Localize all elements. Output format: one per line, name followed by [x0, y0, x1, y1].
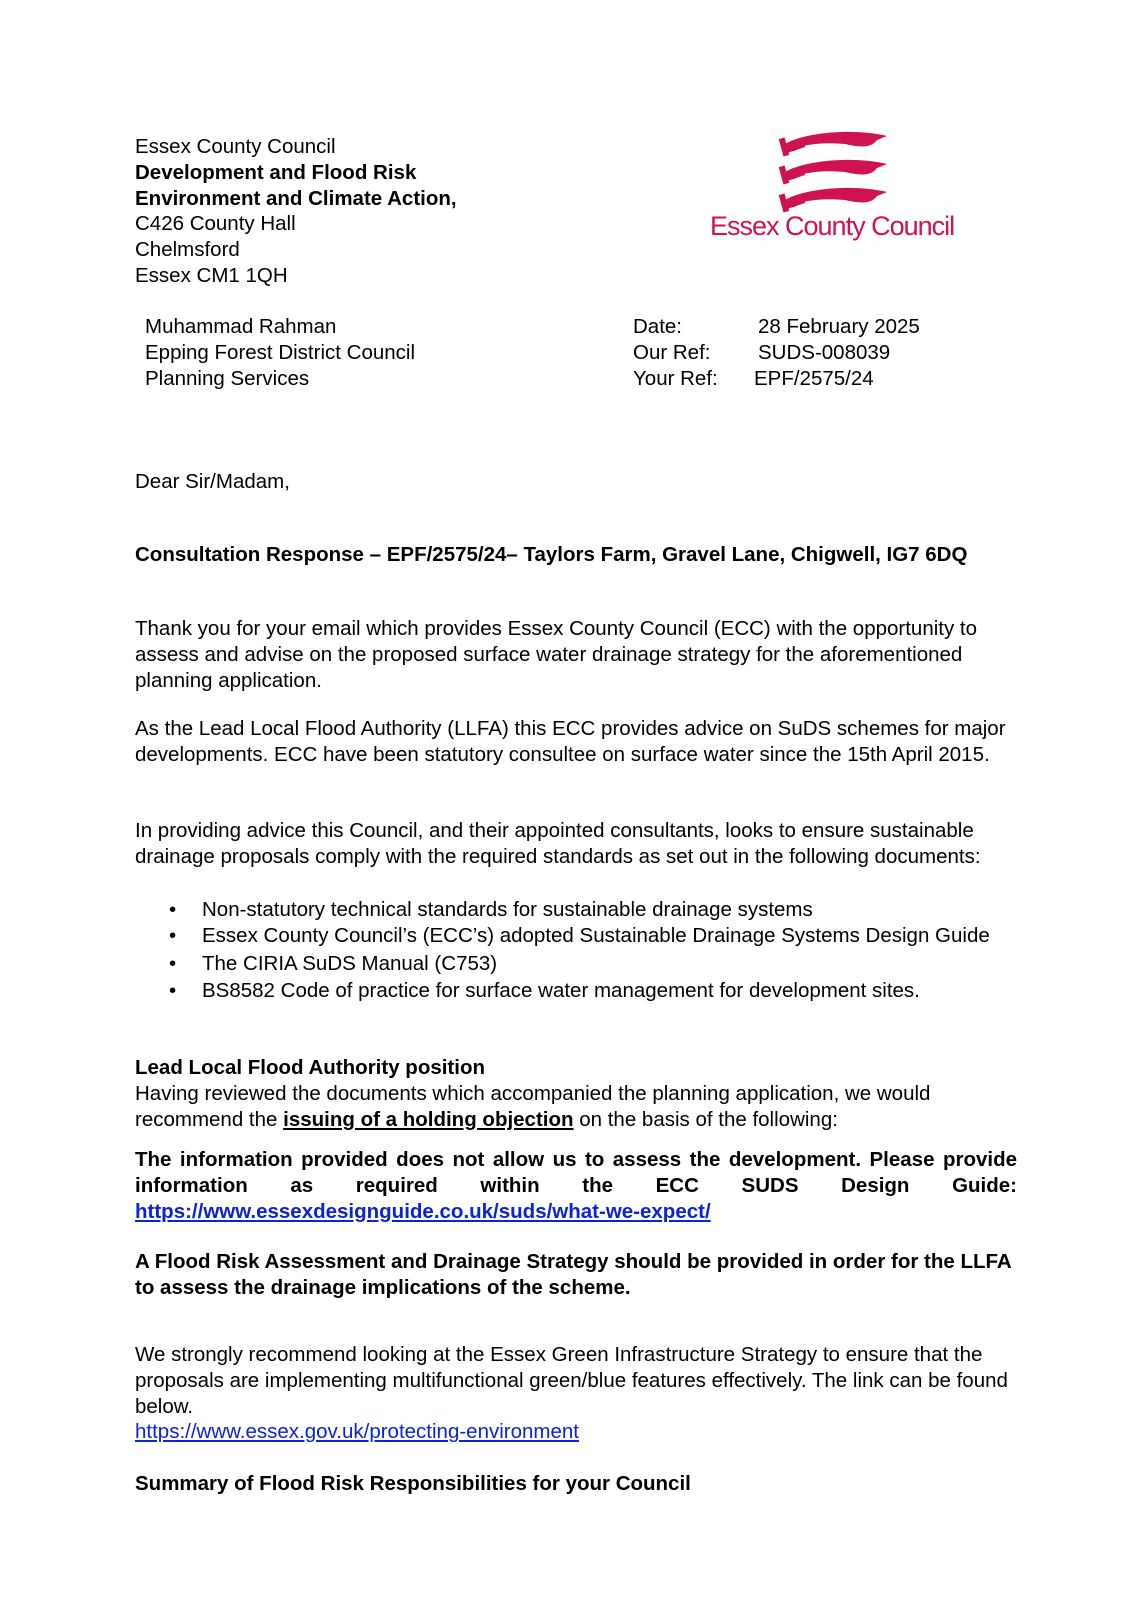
bullet-icon: • [169, 951, 177, 975]
recipient-line: Muhammad Rahman [145, 315, 337, 338]
salutation: Dear Sir/Madam, [135, 470, 290, 493]
information-text: The information provided does not allow us to assess the development. Please provide information as required within the ECC SUDS Design Guide: [135, 1148, 1017, 1197]
design-guide-link[interactable]: https://www.essexdesignguide.co.uk/suds/what-we-expect/ [135, 1199, 711, 1223]
logo-text: Essex County Council [710, 211, 955, 241]
list-item [169, 923, 1017, 949]
subject-line: Consultation Response – EPF/2575/24– Taylors Farm, Gravel Lane, Chigwell, IG7 6DQ [135, 543, 968, 566]
three-seaxes-icon [705, 122, 970, 217]
protecting-environment-link[interactable]: https://www.essex.gov.uk/protecting-environment [135, 1420, 579, 1444]
llfa-position-section [135, 1055, 1017, 1132]
sender-line: C426 County Hall [135, 212, 296, 236]
sender-line: Essex County Council [135, 135, 336, 158]
date-value: 28 February 2025 [758, 315, 920, 338]
list-item [169, 951, 1017, 977]
bullet-icon: • [169, 923, 177, 947]
standards-list [135, 897, 1017, 1004]
sender-line: Chelmsford [135, 238, 240, 262]
your-ref-label: Your Ref: [633, 366, 718, 390]
our-ref-value: SUDS-008039 [758, 340, 891, 364]
sender-line: Environment and Climate Action, [135, 186, 457, 210]
list-item-text: Non-statutory technical standards for sustainable drainage systems [202, 898, 813, 921]
list-item-text: The CIRIA SuDS Manual (C753) [202, 951, 498, 975]
position-text: on the basis of the following: [573, 1107, 838, 1131]
intro-paragraph: Thank you for your email which provides Essex County Council (ECC) with the opportunity to assess and advise on the proposed surface water drainage strategy for the aforementioned planning application. [135, 617, 978, 692]
standards-paragraph: In providing advice this Council, and their appointed consultants, looks to ensure sustainable drainage proposals comply with the required standards as set out in the following documents: [135, 819, 981, 868]
date-label: Date: [633, 315, 682, 338]
recipient-line: Epping Forest District Council [145, 340, 416, 364]
position-text: Having reviewed the documents which accompanied the planning application, we would recommend the [135, 1081, 931, 1131]
sender-line: Essex CM1 1QH [135, 263, 288, 287]
summary-heading: Summary of Flood Risk Responsibilities for your Council [135, 1472, 691, 1495]
green-infrastructure-paragraph [135, 1342, 1017, 1445]
list-item-text: Essex County Council’s (ECC’s) adopted Sustainable Drainage Systems Design Guide [202, 923, 990, 947]
list-item [169, 897, 1017, 923]
llfa-paragraph: As the Lead Local Flood Authority (LLFA) this ECC provides advice on SuDS schemes for major developments. ECC have been statutory consultee on surface water since the 15th April 2015. [135, 717, 1006, 766]
bullet-icon: • [169, 898, 177, 921]
information-paragraph [135, 1147, 1017, 1224]
holding-objection-emphasis: issuing of a holding objection [283, 1107, 574, 1131]
list-item-text: BS8582 Code of practice for surface water management for development sites. [202, 979, 920, 1003]
essex-county-council-logo [705, 122, 970, 252]
list-item [169, 978, 1017, 1004]
bullet-icon: • [169, 979, 177, 1003]
your-ref-value: EPF/2575/24 [754, 366, 874, 390]
our-ref-label: Our Ref: [633, 340, 711, 364]
recipient-address [145, 314, 565, 391]
recipient-line: Planning Services [145, 366, 310, 390]
sender-line: Development and Flood Risk [135, 160, 417, 184]
letter-meta [633, 314, 920, 391]
fra-paragraph: A Flood Risk Assessment and Drainage Strategy should be provided in order for the LLFA to assess the drainage implications of the scheme. [135, 1250, 1011, 1299]
section-heading: Lead Local Flood Authority position [135, 1056, 486, 1079]
green-infrastructure-text: We strongly recommend looking at the Essex Green Infrastructure Strategy to ensure that the proposals are implementing multifunctional green/blue features effectively. The link can be found below. [135, 1343, 1008, 1418]
